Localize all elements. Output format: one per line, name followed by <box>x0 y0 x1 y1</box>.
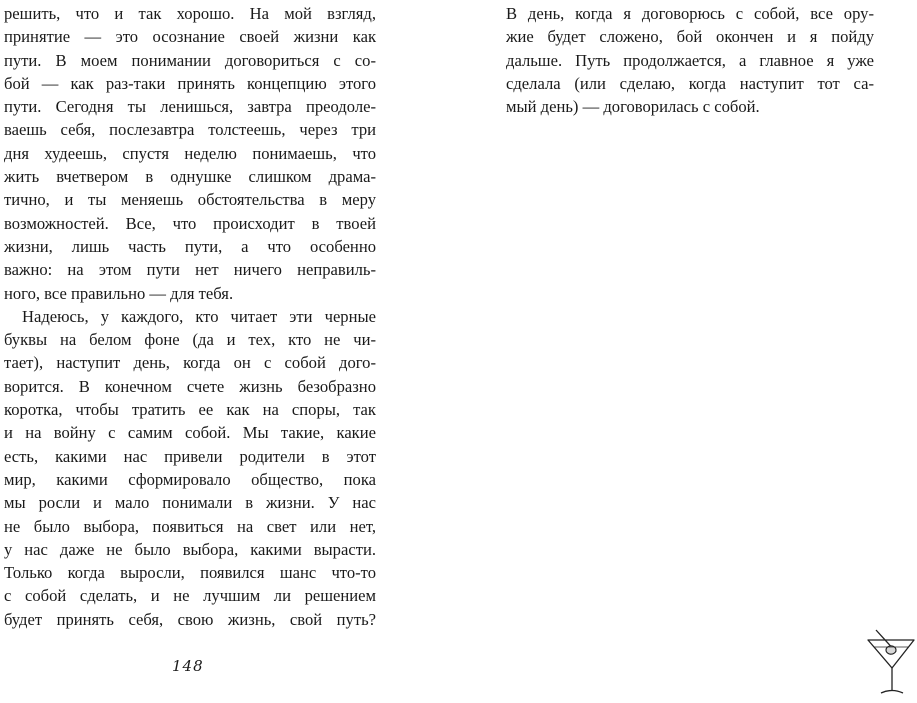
text-line: мир, какими сформировало общество, пока <box>4 469 376 489</box>
text-line: сделала (или сделаю, когда наступит тот са- <box>506 73 874 93</box>
text-line: В день, когда я договорюсь с собой, все ору- <box>506 4 874 23</box>
text-line: дальше. Путь продолжается, а главное я уже <box>506 50 874 70</box>
text-line: не было выбора, появиться на свет или нет, <box>4 516 376 536</box>
cocktail-glass-icon <box>866 626 916 698</box>
text-line: принятие — это осознание своей жизни как <box>4 27 376 47</box>
text-line: возможностей. Все, что происходит в твоей <box>4 213 376 233</box>
text-line: ворится. В конечном счете жизнь безобразно <box>4 376 376 396</box>
text-line: мы росли и мало понимали в жизни. У нас <box>4 493 376 513</box>
text-line: важно: на этом пути нет ничего неправиль- <box>4 260 376 280</box>
text-line: пути. Сегодня ты ленишься, завтра преодоле- <box>4 97 376 117</box>
text-line: Надеюсь, у каждого, кто читает эти черные <box>22 306 376 326</box>
text-line: бой — как раз-таки принять концепцию этого <box>4 73 376 93</box>
text-line: тично, и ты меняешь обстоятельства в меру <box>4 190 376 210</box>
text-line: с собой сделать, и не лучшим ли решением <box>4 586 376 606</box>
page-number: 148 <box>172 657 204 675</box>
paragraph-1 <box>506 2 874 118</box>
text-line: жизни, лишь часть пути, а что особенно <box>4 236 376 256</box>
left-page-text <box>4 2 376 631</box>
text-line: и на войну с самим собой. Мы такие, какие <box>4 423 376 443</box>
paragraph-1 <box>4 2 376 305</box>
text-line: коротка, чтобы тратить ее как на споры, так <box>4 400 376 420</box>
text-line: жие будет сложено, бой окончен и я пойду <box>506 27 874 47</box>
text-line: мый день) — договорилась с собой. <box>506 97 760 117</box>
text-line: ного, все правильно — для тебя. <box>4 283 234 303</box>
paragraph-2 <box>4 305 376 631</box>
text-line: у нас даже не было выбора, какими вырасти. <box>4 539 376 559</box>
text-line: пути. В моем понимании договориться с со- <box>4 50 376 70</box>
text-line: Только когда выросли, появился шанс что-то <box>4 563 376 583</box>
text-line: буквы на белом фоне (да и тех, кто не чи- <box>4 330 376 350</box>
text-line: тает), наступит день, когда он с собой дого- <box>4 353 376 373</box>
text-line: решить, что и так хорошо. На мой взгляд, <box>4 4 376 23</box>
text-line: дня худеешь, спустя неделю понимаешь, что <box>4 143 376 163</box>
text-line: будет принять себя, свою жизнь, свой путь? <box>4 609 376 629</box>
text-line: жить вчетвером в однушке слишком драма- <box>4 167 376 187</box>
right-page-text <box>506 2 874 118</box>
text-line: есть, какими нас привели родители в этот <box>4 446 376 466</box>
text-line: ваешь себя, послезавтра толстеешь, через три <box>4 120 376 140</box>
